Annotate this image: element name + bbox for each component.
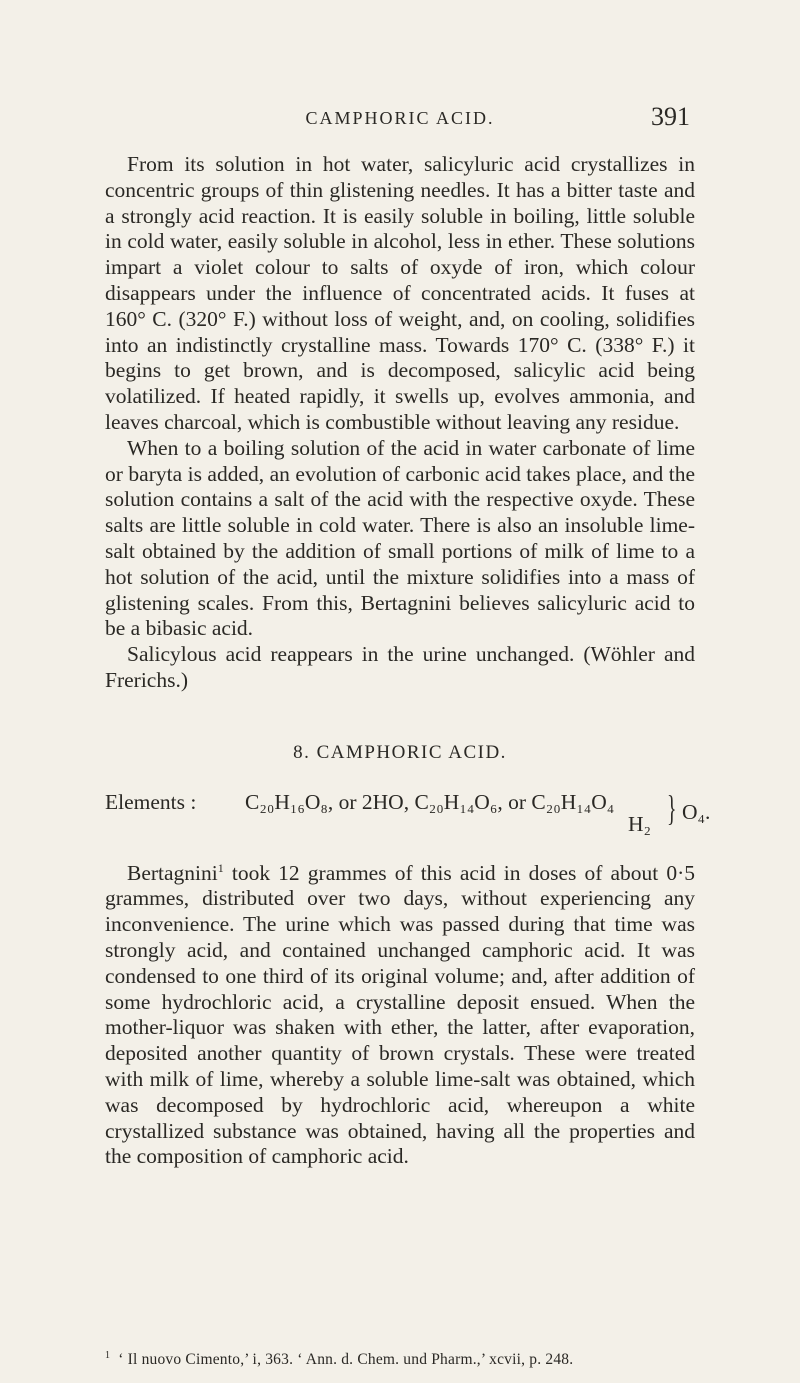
formula-h2: H₂ [628,811,652,836]
page-number: 391 [651,102,690,131]
section-heading: 8. CAMPHORIC ACID. [293,741,507,763]
footnote-reference[interactable]: 1 [217,860,224,875]
author-name: Bertagnini [127,860,218,885]
formula-main: C₂₀H₁₆O₈, or 2HO, C₂₀H₁₄O₆, or C₂₀H₁₄O₄ [245,789,615,814]
formula-brace: } [667,787,677,828]
experiment-text: took 12 grammes of this acid in doses of about 0·5 grammes, distributed over two days, without experiencing any inconvenience. The urine which was passed during that time was strongly acid, and contained unchanged camphoric acid. It was condensed to one third of its original volume; and, after addition of some hydrochloric acid, a crystalline deposit ensued. When the mother-liquor was shaken with ether, the latter, after evaporation, deposited another quantity of brown crystals. These were treated with milk of lime, whereby a soluble lime-salt was obtained, which was decomposed by hydrochloric acid, whereupon a white crystallized substance was obtained, having all the properties and the composition of camphoric acid. [105,860,695,1169]
footnote [105,1350,695,1369]
paragraph-salts: When to a boiling solution of the acid in water carbonate of lime or baryta is added, an evolution of carbonic acid takes place, and the solution contains a salt of the acid with the respective oxyde. These salts are little soluble in cold water. There is also an insoluble lime-salt obtained by the addition of small portions of milk of lime to a hot solution of the acid, until the mixture solidifies into a mass of glistening scales. From this, Bertagnini believes salicyluric acid to be a bibasic acid. [105,435,695,641]
running-head [0,102,800,132]
running-title: CAMPHORIC ACID. [305,108,495,128]
formula-line [105,787,711,844]
formula-o4: O₄. [682,799,711,824]
footnote-text: ‘ Il nuovo Cimento,’ i, 363. ‘ Ann. d. Chem. und Pharm.,’ xcvii, p. 248. [118,1351,574,1368]
footnote-mark: 1 [105,1350,111,1361]
page-body [105,152,711,1170]
formula-label: Elements : [105,789,197,814]
paragraph-urine: Salicylous acid reappears in the urine unchanged. (Wöhler and Frerichs.) [105,642,695,692]
paragraph-properties: From its solution in hot water, salicyluric acid crystallizes in concentric groups of thin glistening needles. It has a bitter taste and a strongly acid reaction. It is easily soluble in boiling, little soluble in cold water, easily soluble in alcohol, less in ether. These solutions impart a violet colour to salts of oxyde of iron, which colour disappears under the influence of concentrated acids. It fuses at 160° C. (320° F.) without loss of weight, and, on cooling, solidifies into an indistinctly crystalline mass. Towards 170° C. (338° F.) it begins to get brown, and is decomposed, salicylic acid being volatilized. If heated rapidly, it swells up, evolves ammonia, and leaves charcoal, which is combustible without leaving any residue. [105,152,695,434]
paragraph-experiment [105,856,695,1171]
